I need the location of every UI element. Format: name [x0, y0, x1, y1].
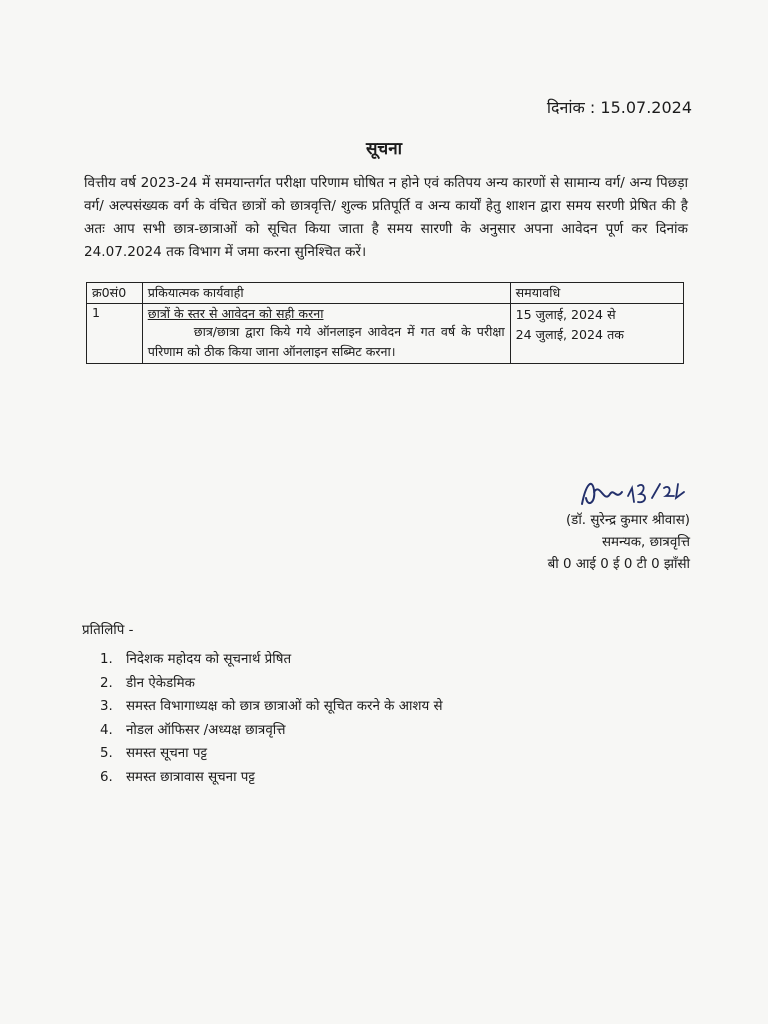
- copy-to-list: [100, 648, 443, 790]
- signatory-name: (डॉ. सुरेन्द्र कुमार श्रीवास): [565, 513, 690, 528]
- list-item: 1. निदेशक महोदय को सूचनार्थ प्रेषित: [100, 652, 292, 667]
- timeline-end: 24 जुलाई, 2024 तक: [515, 327, 624, 342]
- list-item: 6. समस्त छात्रावास सूचना पट्ट: [100, 769, 255, 785]
- list-item: 4. नोडल ऑफिसर /अध्यक्ष छात्रवृत्ति: [100, 722, 286, 738]
- row-timeline: [510, 304, 683, 364]
- table-header-row: [87, 283, 684, 304]
- header-timeline: समयावधि: [510, 283, 683, 304]
- list-item: 3. समस्त विभागाध्यक्ष को छात्र छात्राओं को सूचित करने के आशय से: [100, 699, 443, 715]
- timeline-start: 15 जुलाई, 2024 से: [515, 307, 616, 322]
- procedure-description: छात्र/छात्रा द्वारा किये गये ऑनलाइन आवेदन में गत वर्ष के परीक्षा परिणाम को ठीक किया जाना ऑनलाइन सब्मिट करना।: [147, 324, 505, 359]
- copy-to-label: प्रतिलिपि -: [82, 623, 134, 638]
- list-item: 2. डीन ऐकेडमिक: [100, 675, 195, 691]
- table-row: [87, 304, 684, 364]
- procedure-heading: छात्रों के स्तर से आवेदन को सही करना: [147, 306, 324, 321]
- list-item: 5. समस्त सूचना पट्ट: [100, 746, 208, 762]
- header-serial-number: क्र0सं0: [87, 283, 143, 304]
- signatory-designation: समन्यक, छात्रवृत्ति: [602, 535, 690, 550]
- handwritten-signature: [576, 474, 696, 514]
- schedule-table: [86, 282, 684, 364]
- header-procedure: प्रकियात्मक कार्यवाही: [142, 283, 510, 304]
- signatory-block: [520, 510, 690, 576]
- notice-body: वित्तीय वर्ष 2023-24 में समयान्तर्गत परीक्षा परिणाम घोषित न होने एवं कतिपय अन्य कारणों से सामान्य वर्ग/ अन्य पिछड़ा वर्ग/ अल्पसंख्यक वर्ग के वंचित छात्रों को छात्रवृत्ति/ शुल्क प्रतिपूर्ति व अन्य कार्यों हेतु शाशन द्वारा समय सरणी प्रेषित की है अतः आप सभी छात्र-छात्राओं को सूचित किया जाता है समय सारणी के अनुसार अपना आवेदन पूर्ण कर दिनांक 24.07.2024 तक विभाग में जमा करना सुनिश्चित करें।: [84, 175, 688, 260]
- row-procedure: [142, 304, 510, 364]
- page-title: सूचना: [365, 139, 403, 159]
- notice-date: दिनांक : 15.07.2024: [546, 98, 692, 117]
- row-serial-number: 1: [87, 304, 143, 364]
- signatory-institution: बी 0 आई 0 ई 0 टी 0 झाँसी: [547, 557, 690, 572]
